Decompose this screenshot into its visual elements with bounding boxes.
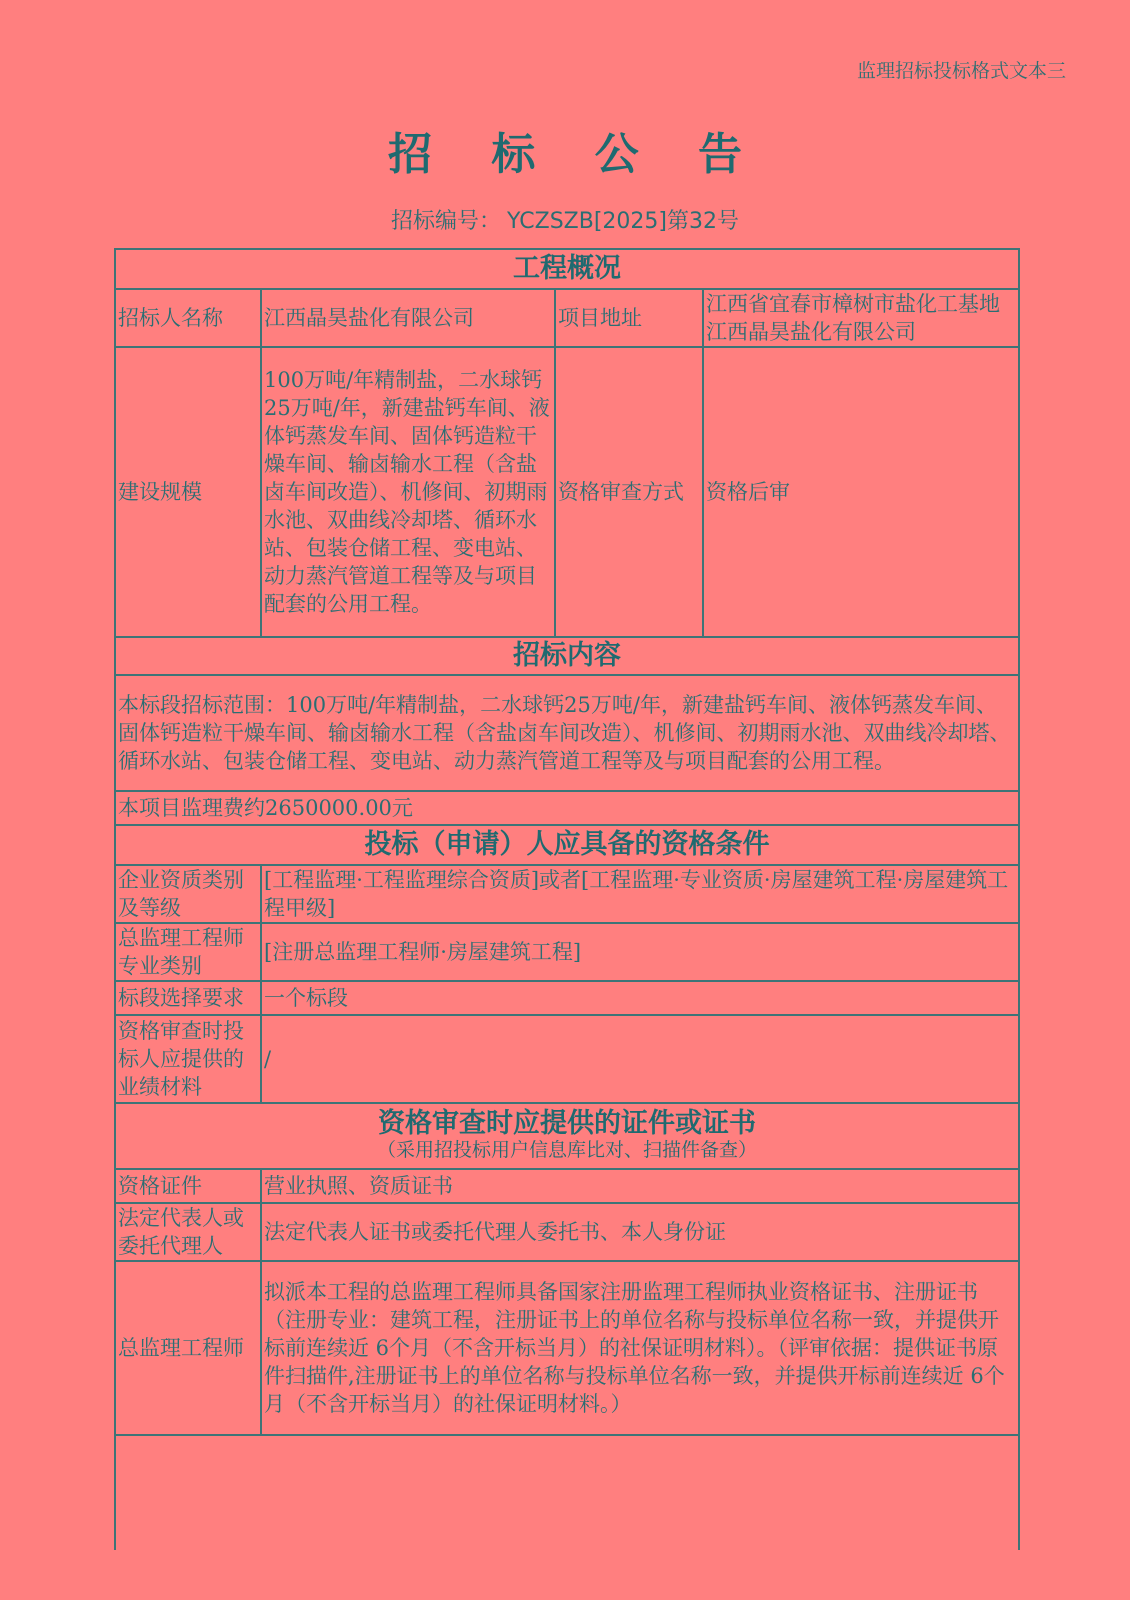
document-type-label: 监理招标投标格式文本三 (856, 60, 1066, 82)
page-title: 招 标 公 告 (388, 129, 764, 180)
certificates-heading: 资格审查时应提供的证件或证书 (378, 1108, 756, 1139)
certificate-value: 拟派本工程的总监理工程师具备国家注册监理工程师执业资格证书、注册证书（注册专业：建筑工程，注册证书上的单位名称与投标单位名称一致，并提供开标前连续近 6个月（不含开标当月）的社保证明材料）。（评审依据：提供证书原件扫描件,注册证书上的单位名称与投标单位名称一致，并提供开标前连续近 6个月（不含开标当月）的社保证明材料。） (261, 1261, 1019, 1435)
qualification-label: 企业资质类别及等级 (115, 865, 261, 923)
scale-value: 100万吨/年精制盐，二水球钙25万吨/年，新建盐钙车间、液体钙蒸发车间、固体钙造粒干燥车间、输卤输水工程（含盐卤车间改造）、机修间、初期雨水池、双曲线冷却塔、循环水站、包装仓储工程、变电站、动力蒸汽管道工程等及与项目配套的公用工程。 (261, 347, 555, 637)
qualification-label: 标段选择要求 (115, 981, 261, 1015)
tender-number-label: 招标编号： (391, 209, 502, 234)
tender-table (114, 248, 1020, 1436)
tenderer-value: 江西晶昊盐化有限公司 (261, 289, 555, 347)
tender-number (0, 204, 1130, 235)
certificate-value: 法定代表人证书或委托代理人委托书、本人身份证 (261, 1203, 1019, 1261)
scale-label: 建设规模 (115, 347, 261, 637)
section-heading-qualification: 投标（申请）人应具备的资格条件 (115, 825, 1019, 865)
section-heading-content: 招标内容 (115, 637, 1019, 675)
qualification-value: [注册总监理工程师·房屋建筑工程] (261, 923, 1019, 981)
qualification-value: 一个标段 (261, 981, 1019, 1015)
certificate-label: 总监理工程师 (115, 1261, 261, 1435)
qualification-value: / (261, 1015, 1019, 1103)
section-heading-certificates (115, 1103, 1019, 1169)
tender-number-value: YCZSZB[2025]第32号 (507, 209, 739, 234)
tenderer-label: 招标人名称 (115, 289, 261, 347)
supervision-fee: 本项目监理费约2650000.00元 (115, 791, 1019, 825)
section-heading-overview: 工程概况 (115, 249, 1019, 289)
address-value: 江西省宜春市樟树市盐化工基地江西晶昊盐化有限公司 (703, 289, 1019, 347)
review-method-label: 资格审查方式 (555, 347, 703, 637)
certificates-subheading: （采用招投标用户信息库比对、扫描件备查） (376, 1139, 757, 1161)
certificate-label: 法定代表人或委托代理人 (115, 1203, 261, 1261)
tender-scope: 本标段招标范围：100万吨/年精制盐，二水球钙25万吨/年，新建盐钙车间、液体钙蒸发车间、固体钙造粒干燥车间、输卤输水工程（含盐卤车间改造）、机修间、初期雨水池、双曲线冷却塔、循环水站、包装仓储工程、变电站、动力蒸汽管道工程等及与项目配套的公用工程。 (115, 675, 1019, 791)
qualification-value: [工程监理·工程监理综合资质]或者[工程监理·专业资质·房屋建筑工程·房屋建筑工程甲级] (261, 865, 1019, 923)
qualification-label: 资格审查时投标人应提供的业绩材料 (115, 1015, 261, 1103)
certificate-value: 营业执照、资质证书 (261, 1169, 1019, 1203)
review-method-value: 资格后审 (703, 347, 1019, 637)
qualification-label: 总监理工程师专业类别 (115, 923, 261, 981)
certificate-label: 资格证件 (115, 1169, 261, 1203)
address-label: 项目地址 (555, 289, 703, 347)
